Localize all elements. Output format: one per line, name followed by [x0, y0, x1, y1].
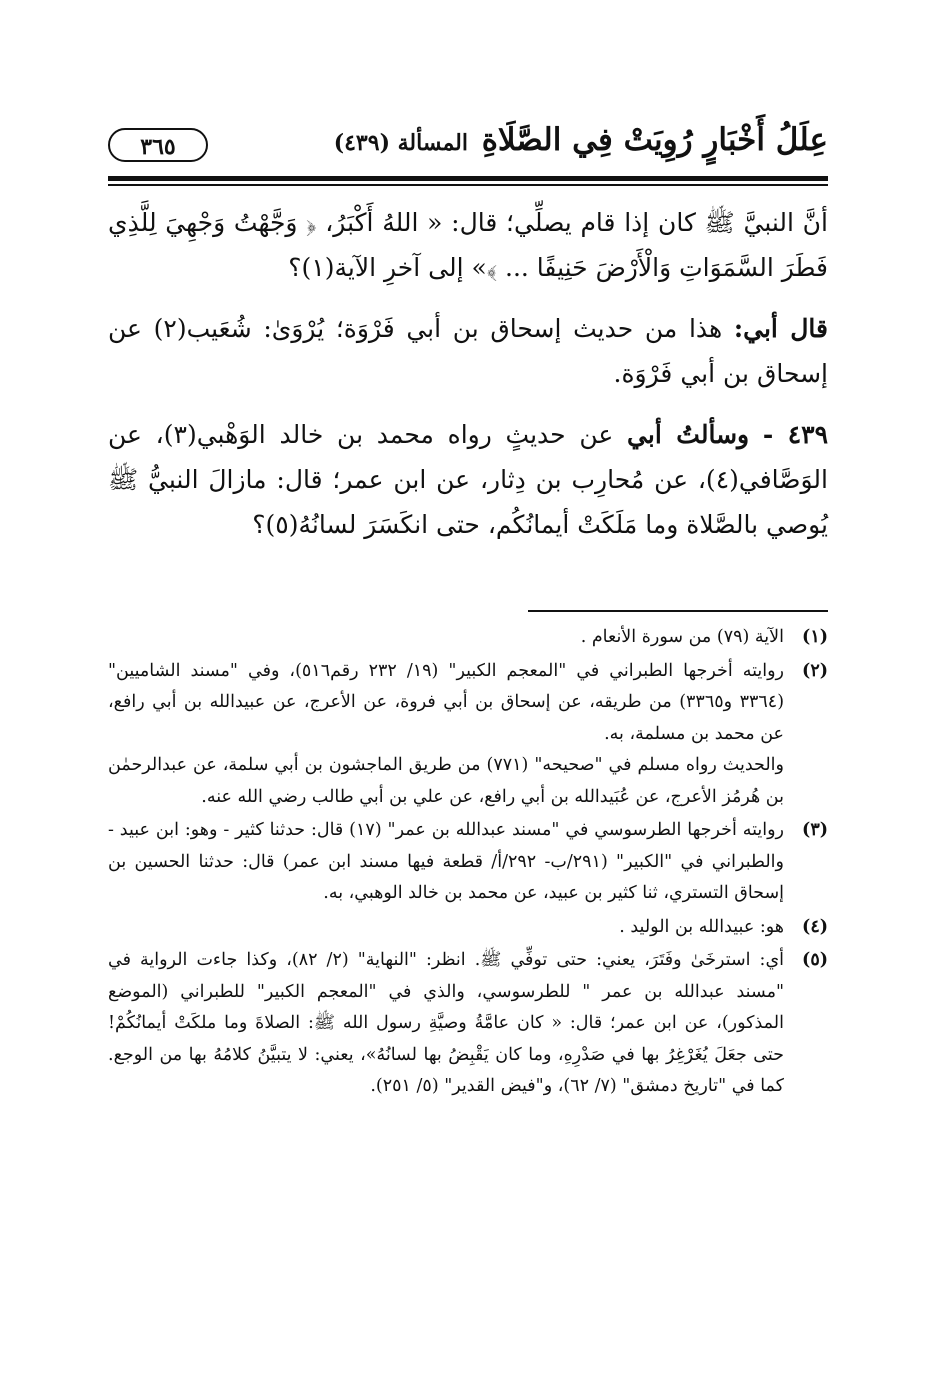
page-number-badge: ٣٦٥: [108, 128, 208, 162]
header-rule-thick: [108, 176, 828, 181]
main-text: [108, 200, 828, 563]
footnote-2: [108, 656, 828, 814]
paragraph-3-lead: وسألتُ أبي: [627, 420, 750, 449]
footnote-number: (٣): [802, 820, 828, 840]
footnote-line: الآية (٧٩) من سورة الأنعام .: [580, 627, 784, 647]
paragraph-1: أنَّ النبيَّ ﷺ كان إذا قام يصلِّي؛ قال: « اللهُ أَكْبَرُ، ﴿ وَجَّهْتُ وَجْهِيَ لِلَّذِي فَطَرَ السَّمَوَاتِ وَالْأَرْضَ حَنِيفًا ... ﴾» إلى آخرِ الآية(١)؟: [108, 208, 828, 282]
footnote-1: [108, 622, 828, 654]
footnote-line: روايته أخرجها الطبراني في "المعجم الكبير" (١٩/ ٢٣٢ رقم٥١٦)، وفي "مسند الشاميين" (٣٣٦٤ و٣٣٦٥) من طريقه، عن إسحاق بن أبي فروة، عن الأعرج، عن عبيدالله بن أبي رافع، عن محمد بن مسلمة، به.: [108, 660, 785, 744]
page-header: [108, 118, 828, 170]
header-rule-thin: [108, 184, 828, 186]
paragraph-2-lead: قال أبي:: [733, 314, 828, 343]
footnotes: [108, 622, 828, 1105]
footnote-line: روايته أخرجها الطرسوسي في "مسند عبدالله بن عمر" (١٧) قال: حدثنا كثير - وهو: ابن عبيد - والطبراني في "الكبير" (٢٩١/ب- ٢٩٢/أ/ قطعة فيها مسند ابن عمر) قال: حدثنا الحسين بن إسحاق التستري، ثنا كثير بن عبيد، عن محمد بن خالد الوهبي، به.: [108, 820, 785, 903]
footnote-number: (٤): [802, 916, 828, 937]
footnote-line: هو: عبيدالله بن الوليد .: [619, 916, 784, 937]
footnote-number: (٢): [802, 660, 828, 681]
footnote-number: (١): [802, 627, 828, 647]
paragraph-2: [108, 306, 828, 396]
footnote-text: [108, 912, 784, 944]
footnote-number: (٥): [802, 950, 828, 970]
footnote-text: [108, 622, 784, 654]
footnote-4: [108, 912, 828, 944]
footnote-text: [108, 815, 784, 910]
footnote-separator: [528, 610, 828, 612]
footnote-line: والحديث رواه مسلم في "صحيحه" (٧٧١) من طريق الماجشون بن أبي سلمة، عن عبدالرحمٰن بن هُرمُز الأعرج، عن عُبَيدالله بن أبي رافع، عن علي بن أبي طالب رضي الله عنه.: [108, 755, 784, 807]
issue-label: المسألة (٤٣٩): [333, 130, 468, 156]
footnote-text: [108, 656, 784, 814]
footnote-line: أي: استرخَىٰ وفَتَرَ، يعني: حتى توفِّي ﷺ. انظر: "النهاية" (٢/ ٨٢)، وكذا جاءت الرواية في "مسند عبدالله بن عمر " للطرسوسي، والذي في "المعجم الكبير" للطبراني (الموضع المذكور)، عن ابن عمر؛ قال: « كان عامَّةُ وصيَّةِ رسول الله ﷺ: الصلاةَ وما ملكَتْ أيمانُكُمْ! حتى جعَلَ يُغَرْغِرُ بها في صَدْرِهِ، وما كان يَقْبِضُ بها لسانُهُ»، يعني: لا يتبيَّنُ كلامُهُ بها من الوجع. كما في "تاريخ دمشق" (٧/ ٦٢)، و"فيض القدير" (٥/ ٢٥١).: [108, 950, 784, 1096]
issue-number: ٤٣٩ -: [762, 420, 829, 449]
paragraph-3-text: عن حديثٍ رواه محمد بن خالد الوَهْبي(٣)، عن الوَصَّافي(٤)، عن مُحارِب بن دِثار، عن ابن عمر؛ قال: مازالَ النبيُّ ﷺ يُوصي بالصَّلاة وما مَلَكَتْ أيمانُكُم، حتى انكَسَرَ لسانُهُ(٥)؟: [108, 420, 828, 539]
footnote-text: [108, 945, 784, 1103]
book-title: عِلَلُ أَخْبَارٍ رُوِيَتْ فِي الصَّلَاةِ: [481, 122, 828, 158]
footnote-5: [108, 945, 828, 1103]
paragraph-3: [108, 412, 828, 547]
footnote-3: [108, 815, 828, 910]
paragraph-2-text: هذا من حديث إسحاق بن أبي فَرْوَة؛ يُرْوَىٰ: شُعَيب(٢) عن إسحاق بن أبي فَرْوَة.: [108, 314, 828, 388]
